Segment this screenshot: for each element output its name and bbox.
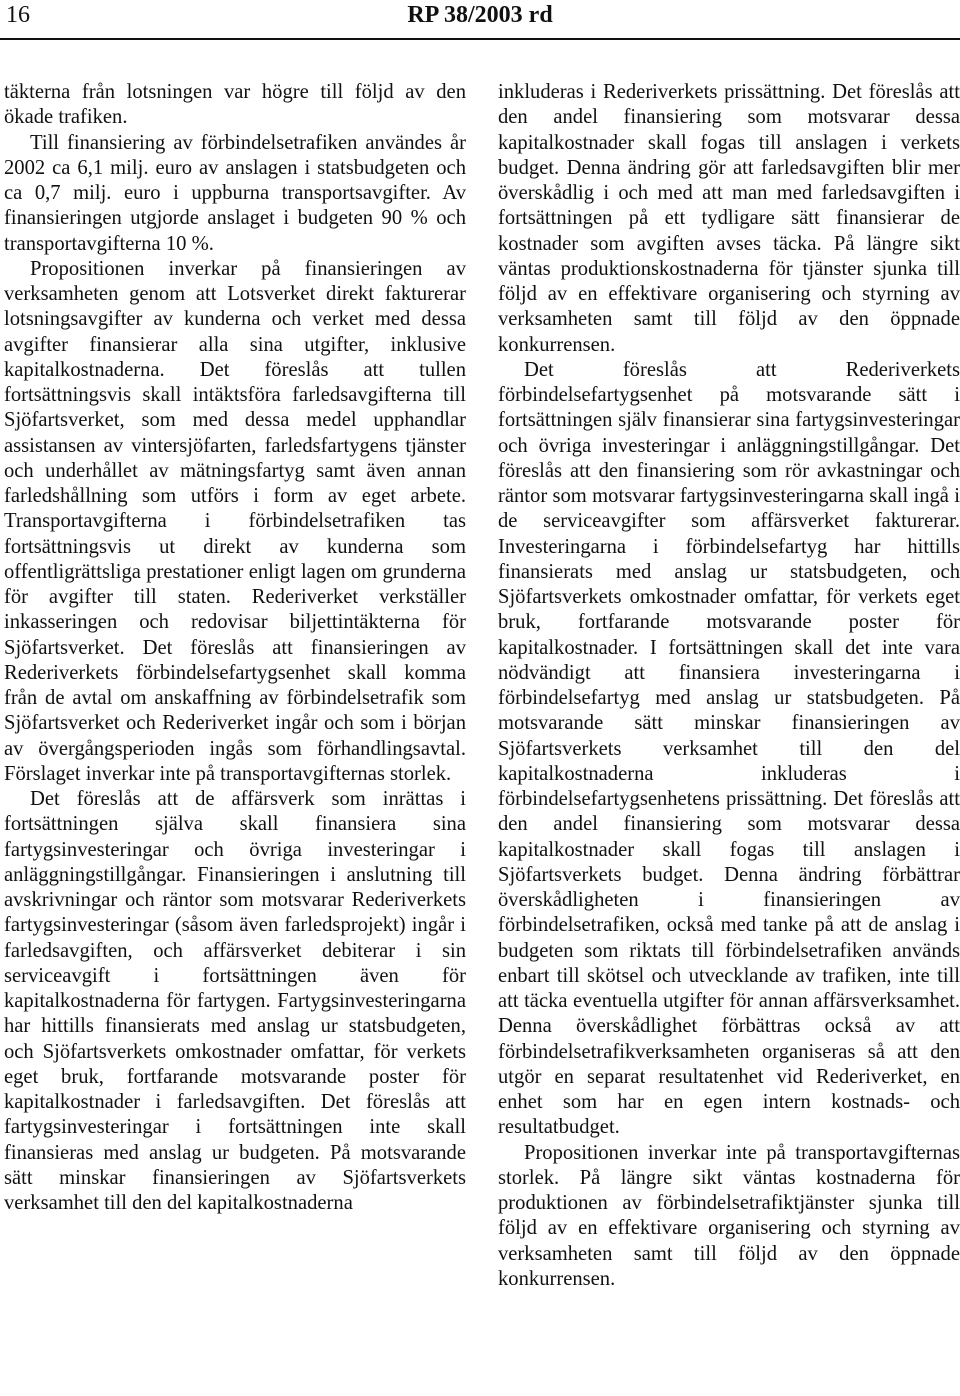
left-column <box>4 80 466 1216</box>
paragraph: täkterna från lotsningen var högre till följd av den ökade trafiken. <box>4 81 466 129</box>
page-header <box>0 0 960 40</box>
document-id: RP 38/2003 rd <box>407 2 553 28</box>
header-rule <box>0 38 960 40</box>
paragraph: Det föreslås att de affärsverk som inrättas i fortsättningen själva skall finansiera sina fartygsinvesteringar och övriga investeringar i anläggningstillgångar. Finansieringen i anslutning till avskrivningar och räntor som motsvarar Rederiverkets fartygsinvesteringar (såsom även farledsprojekt) ingår i farledsavgiften, och affärsverket debiterar i sin serviceavgift i fortsättningen även för kapitalkostnaderna för fartygen. Fartygsinvesteringarna har hittills finansierats med anslag ur statsbudgeten, och Sjöfartsverkets omkostnader omfattar, för verkets eget bruk, fortfarande motsvarande poster för kapitalkostnader i farledsavgiften. Det föreslås att fartygsinvesteringar i fortsättningen inte skall finansieras med anslag ur budgeten. På motsvarande sätt minskar finansieringen av Sjöfartsverkets verksamhet till den del kapitalkostnaderna <box>4 788 466 1214</box>
page-number: 16 <box>6 2 30 28</box>
paragraph: Propositionen inverkar på finansieringen av verksamheten genom att Lotsverket direkt fakturerar lotsningsavgifter av kunderna och verket med dessa avgifter finansierar alla sina utgifter, inklusive kapitalkostnaderna. Det föreslås att tullen fortsättningsvis skall intäktsföra farledsavgifterna till Sjöfartsverket, som med dessa medel upphandlar assistansen av vintersjöfarten, farledsfartygens tjänster och underhållet av mätningsfartyg samt även annan farledshållning som utförs i form av eget arbete. Transportavgifterna i förbindelsetrafiken tas fortsättningsvis ut direkt av kunderna som offentligrättsliga prestationer enligt lagen om grunderna för avgifter till staten. Rederiverket verkställer inkasseringen och redovisar biljettintäkterna för Sjöfartsverket. Det föreslås att finansieringen av Rederiverkets förbindelsefartygsenhet skall komma från de avtal om anskaffning av förbindelsetrafik som Sjöfartsverket och Rederiverket ingår och som i början av övergångsperioden ingås som förhandlingsavtal. Förslaget inverkar inte på transportavgifternas storlek. <box>4 257 466 785</box>
right-column <box>498 80 960 1292</box>
paragraph: Det föreslås att Rederiverkets förbindelsefartygsenhet på motsvarande sätt i fortsättningen själv finansierar sina fartygsinvesteringar och övriga investeringar i anläggningstillgångar. Det föreslås att den finansiering som rör avkastningar och räntor som motsvarar fartygsinvesteringarna skall ingå i de serviceavgifter som affärsverket fakturerar. Investeringarna i förbindelsefartyg har hittills finansierats med anslag ur statsbudgeten, och Sjöfartsverkets omkostnader omfattar, för verkets eget bruk, fortfarande motsvarande poster för kapitalkostnader. I fortsättningen skall det inte vara nödvändigt att finansiera investeringarna i förbindelsefartyg med anslag ur statsbudgeten. På motsvarande sätt minskar finansieringen av Sjöfartsverkets verksamhet till den del kapitalkostnaderna inkluderas i förbindelsefartygsenhetens prissättning. Det föreslås att den andel finansiering som motsvarar dessa kapitalkostnader skall fogas till anslagen i Sjöfartsverkets budget. Denna ändring förbättrar överskådligheten i finansieringen av förbindelsetrafiken, också med tanke på att de anslag i budgeten som riktats till förbindelsetrafiken används enbart till skötsel och utvecklande av trafiken, inte till att täcka eventuella utgifter för annan affärsverksamhet. Denna överskådlighet förbättras också av att förbindelsetrafikverksamheten organiseras så att den utgör en separat resultatenhet vid Rederiverket, en enhet som har en egen intern kostnads- och resultatbudget. <box>498 358 960 1139</box>
paragraph: Propositionen inverkar inte på transportavgifternas storlek. På längre sikt väntas kostnaderna för produktionen av förbindelsetrafiktjänster sjunka till följd av en effektivare organisering och styrning av verksamheten samt till följd av den öppnade konkurrensen. <box>498 1141 960 1290</box>
paragraph: inkluderas i Rederiverkets prissättning. Det föreslås att den andel finansiering som motsvarar dessa kapitalkostnader skall fogas till anslagen i verkets budget. Denna ändring gör att farledsavgiften blir mer överskådlig i och med att man med farledsavgiften i fortsättningen på ett tydligare sätt finansierar de kostnader som avgiften avses täcka. På längre sikt väntas produktionskostnaderna för tjänster sjunka till följd av en effektivare organisering och styrning av verksamheten samt till följd av den öppnade konkurrensen. <box>498 81 960 356</box>
paragraph: Till finansiering av förbindelsetrafiken användes år 2002 ca 6,1 milj. euro av anslagen i statsbudgeten och ca 0,7 milj. euro i uppburna transportsavgifter. Av finansieringen utgjorde anslaget i budgeten 90 % och transportavgifterna 10 %. <box>4 131 466 255</box>
